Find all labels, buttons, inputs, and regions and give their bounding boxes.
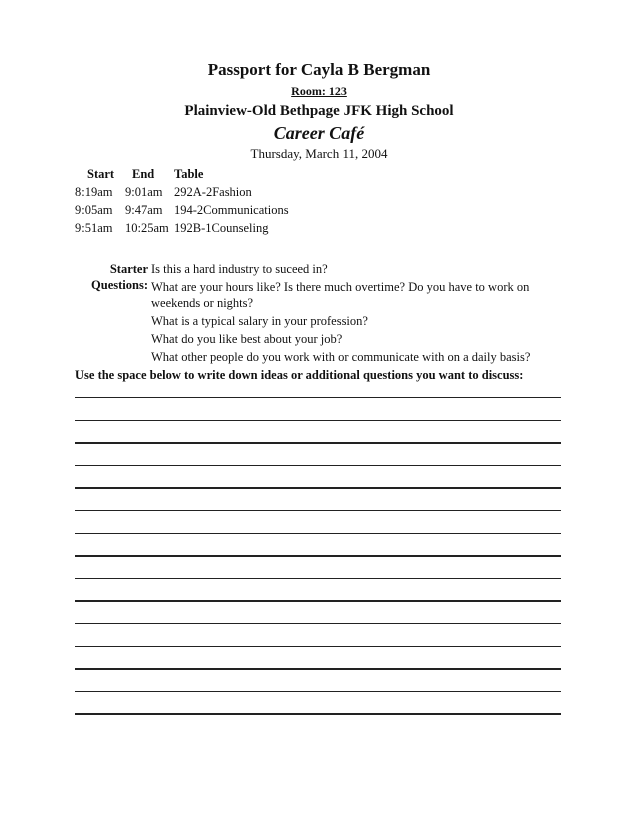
question-item: What other people do you work with or communicate with on a daily basis? — [151, 350, 531, 364]
start-time: 9:05am — [75, 203, 113, 217]
writing-line — [75, 510, 561, 533]
writing-lines — [75, 397, 561, 736]
question-item: What is a typical salary in your profession? — [151, 314, 368, 328]
writing-line — [75, 420, 561, 443]
writing-line — [75, 442, 561, 465]
room-label: Room: 123 — [291, 84, 347, 98]
table-name: 194-2Communications — [174, 203, 289, 217]
questions-label: Questions: — [91, 278, 148, 292]
writing-line — [75, 533, 561, 556]
table-name: 292A-2Fashion — [174, 185, 252, 199]
starter-label: Starter — [109, 262, 148, 276]
end-time: 9:47am — [125, 203, 163, 217]
end-time: 9:01am — [125, 185, 163, 199]
school-name: Plainview-Old Bethpage JFK High School — [184, 103, 454, 119]
header-table: Table — [174, 167, 204, 181]
notes-prompt: Use the space below to write down ideas or additional questions you want to discuss: — [75, 368, 524, 382]
event-name: Career Café — [273, 123, 365, 143]
table-name: 192B-1Counseling — [174, 221, 269, 235]
writing-line — [75, 646, 561, 669]
writing-line — [75, 600, 561, 623]
writing-line — [75, 691, 561, 714]
writing-line — [75, 465, 561, 488]
start-time: 9:51am — [75, 221, 113, 235]
question-item: What do you like best about your job? — [151, 332, 343, 346]
header-start: Start — [87, 167, 115, 181]
start-time: 8:19am — [75, 185, 113, 199]
writing-line — [75, 487, 561, 510]
writing-line — [75, 713, 561, 736]
writing-line — [75, 623, 561, 646]
writing-line — [75, 578, 561, 601]
writing-line — [75, 397, 561, 420]
writing-line — [75, 668, 561, 691]
end-time: 10:25am — [125, 221, 169, 235]
event-date: Thursday, March 11, 2004 — [250, 146, 388, 161]
question-item: What are your hours like? Is there much overtime? Do you have to work on weekends or nights? — [151, 280, 530, 310]
header-end: End — [132, 167, 155, 181]
question-item: Is this a hard industry to suceed in? — [151, 262, 328, 276]
writing-line — [75, 555, 561, 578]
passport-title: Passport for Cayla B Bergman — [207, 60, 431, 79]
